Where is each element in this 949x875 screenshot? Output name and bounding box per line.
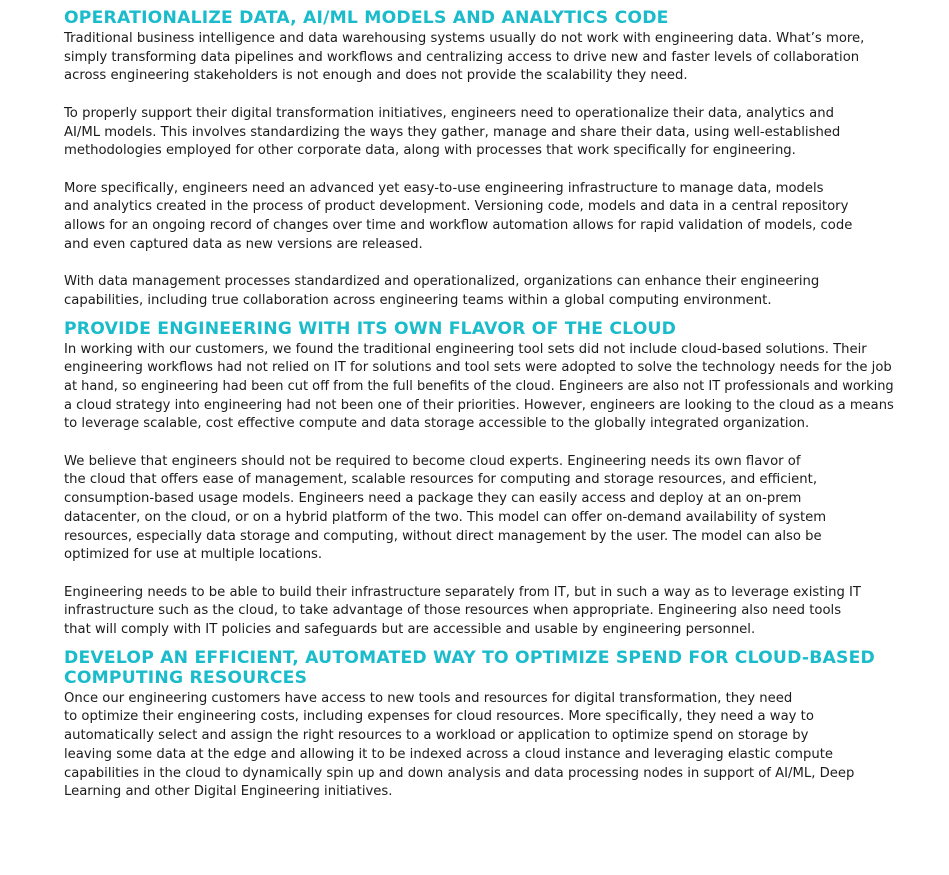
text-line: consumption-based usage models. Engineers need a package they can easily access and deploy at an on-prem [64,491,802,507]
paragraph [64,273,894,310]
section-heading-operationalize: OPERATIONALIZE DATA, AI/ML MODELS AND ANALYTICS CODE [64,8,669,28]
text-line: to optimize their engineering costs, including expenses for cloud resources. More specifically, they need a way to [64,709,814,725]
text-line: across engineering stakeholders is not enough and does not provide the scalability they need. [64,68,688,84]
section-heading-cloud-flavor: PROVIDE ENGINEERING WITH ITS OWN FLAVOR OF THE CLOUD [64,318,677,339]
paragraph [64,584,894,640]
text-line: optimized for use at multiple locations. [64,547,323,563]
text-line: and analytics created in the process of product development. Versioning code, models and data in a central repository [64,199,849,215]
paragraph [64,690,894,802]
text-line: datacenter, on the cloud, or on a hybrid platform of the two. This model can offer on-demand availability of system [64,509,827,525]
text-line: To properly support their digital transformation initiatives, engineers need to operationalize their data, analytics and [64,105,834,121]
text-line: a cloud strategy into engineering had not been one of their priorities. However, engineers are looking to the cloud as a means [64,397,894,413]
text-line: More specifically, engineers need an advanced yet easy-to-use engineering infrastructure to manage data, models [64,180,824,196]
text-line: Traditional business intelligence and data warehousing systems usually do not work with engineering data. What’s more, [64,31,865,46]
text-line: capabilities in the cloud to dynamically spin up and down analysis and data processing nodes in support of AI/ML, Deep [64,765,855,781]
text-line: to leverage scalable, cost effective compute and data storage accessible to the globally integrated organization. [64,416,810,432]
text-line: resources, especially data storage and computing, without direct management by the user. The model can also be [64,528,822,544]
text-line: simply transforming data pipelines and workflows and centralizing access to drive new and faster levels of collaboration [64,49,860,65]
text-line: AI/ML models. This involves standardizing the ways they gather, manage and share their data, using well-established [64,124,841,140]
text-line: the cloud that offers ease of management, scalable resources for computing and storage resources, and efficient, [64,472,818,488]
section-heading-optimize-spend [64,648,894,688]
heading-line: COMPUTING RESOURCES [64,667,308,688]
paragraph [64,453,894,565]
text-line: engineering workflows had not relied on IT for solutions and tool sets were adopted to solve the technology needs for the job [64,360,892,376]
paragraph [64,30,894,86]
paragraph [64,180,894,255]
text-line: at hand, so engineering had been cut off from the full benefits of the cloud. Engineers are also not IT professionals and working [64,378,894,394]
text-line: In working with our customers, we found the traditional engineering tool sets did not include cloud-based solutions. Their [64,341,867,357]
text-line: Once our engineering customers have access to new tools and resources for digital transformation, they need [64,690,793,706]
text-line: and even captured data as new versions are released. [64,236,423,252]
text-line: We believe that engineers should not be required to become cloud experts. Engineering needs its own flavor of [64,453,801,469]
paragraph [64,341,894,435]
text-line: Learning and other Digital Engineering initiatives. [64,784,393,800]
text-line: Engineering needs to be able to build their infrastructure separately from IT, but in such a way as to leverage existing IT [64,584,861,600]
text-line: leaving some data at the edge and allowing it to be indexed across a cloud instance and leveraging elastic compute [64,746,834,762]
paragraph [64,105,894,161]
text-line: infrastructure such as the cloud, to take advantage of those resources when appropriate. Engineering also need tools [64,603,842,619]
text-line: With data management processes standardized and operationalized, organizations can enhance their engineering [64,274,820,290]
text-line: that will comply with IT policies and safeguards but are accessible and usable by engineering personnel. [64,622,756,638]
text-line: allows for an ongoing record of changes over time and workflow automation allows for rapid validation of models, code [64,218,853,233]
document-page [64,8,894,802]
text-line: capabilities, including true collaboration across engineering teams within a global computing environment. [64,292,772,308]
text-line: methodologies employed for other corporate data, along with processes that work specifically for engineering. [64,143,796,159]
heading-line: DEVELOP AN EFFICIENT, AUTOMATED WAY TO OPTIMIZE SPEND FOR CLOUD-BASED [64,647,875,668]
text-line: automatically select and assign the right resources to a workload or application to optimize spend on storage by [64,728,809,744]
